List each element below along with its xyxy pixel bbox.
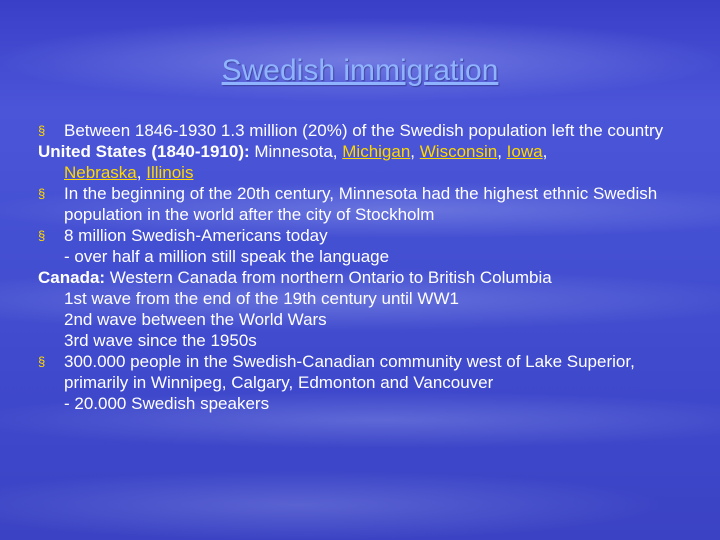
link-nebraska[interactable]: Nebraska (64, 163, 137, 182)
wave-item: 2nd wave between the World Wars (64, 310, 327, 329)
united-states-label: United States (1840-1910): (38, 142, 250, 161)
bullet-icon: § (38, 186, 46, 201)
slide-title: Swedish immigration (221, 54, 499, 87)
sub-item-language: - over half a million still speak the language (64, 247, 390, 266)
canada-text: Western Canada from northern Ontario to British Columbia (105, 268, 552, 287)
bullet-text: 300.000 people in the Swedish-Canadian community west of Lake Superior, primarily in Winnipeg, Calgary, Edmonton and Vancouver (64, 352, 635, 392)
canada-label: Canada: (38, 268, 106, 287)
link-illinois[interactable]: Illinois (146, 163, 194, 182)
bullet-item-swedish-canadian (38, 351, 688, 393)
bullet-item-swedish-americans (38, 225, 688, 246)
wave-item: 3rd wave since the 1950s (64, 331, 257, 350)
slide-body (38, 120, 688, 414)
bullet-text: 8 million Swedish-Americans today (64, 226, 328, 245)
sub-item-speakers: - 20.000 Swedish speakers (64, 394, 270, 413)
canada-item (38, 267, 688, 288)
bullet-item-emigration (38, 120, 688, 141)
bullet-icon: § (38, 228, 46, 243)
link-michigan[interactable]: Michigan (342, 142, 411, 161)
united-states-item: United States (1840-1910): Minnesota, Michigan, Wisconsin, Iowa, Nebraska, Illinois (38, 142, 548, 182)
united-states-text: Minnesota, (249, 142, 343, 161)
bullet-icon: § (38, 123, 46, 138)
link-iowa[interactable]: Iowa (506, 142, 543, 161)
link-wisconsin[interactable]: Wisconsin (419, 142, 498, 161)
bullet-icon: § (38, 354, 46, 369)
bullet-item-minnesota (38, 183, 688, 225)
bullet-text: In the beginning of the 20th century, Minnesota had the highest ethnic Swedish population in the world after the city of Stockholm (64, 184, 658, 224)
bullet-text: Between 1846-1930 1.3 million (20%) of the Swedish population left the country (64, 121, 664, 140)
wave-item: 1st wave from the end of the 19th century until WW1 (64, 289, 459, 308)
